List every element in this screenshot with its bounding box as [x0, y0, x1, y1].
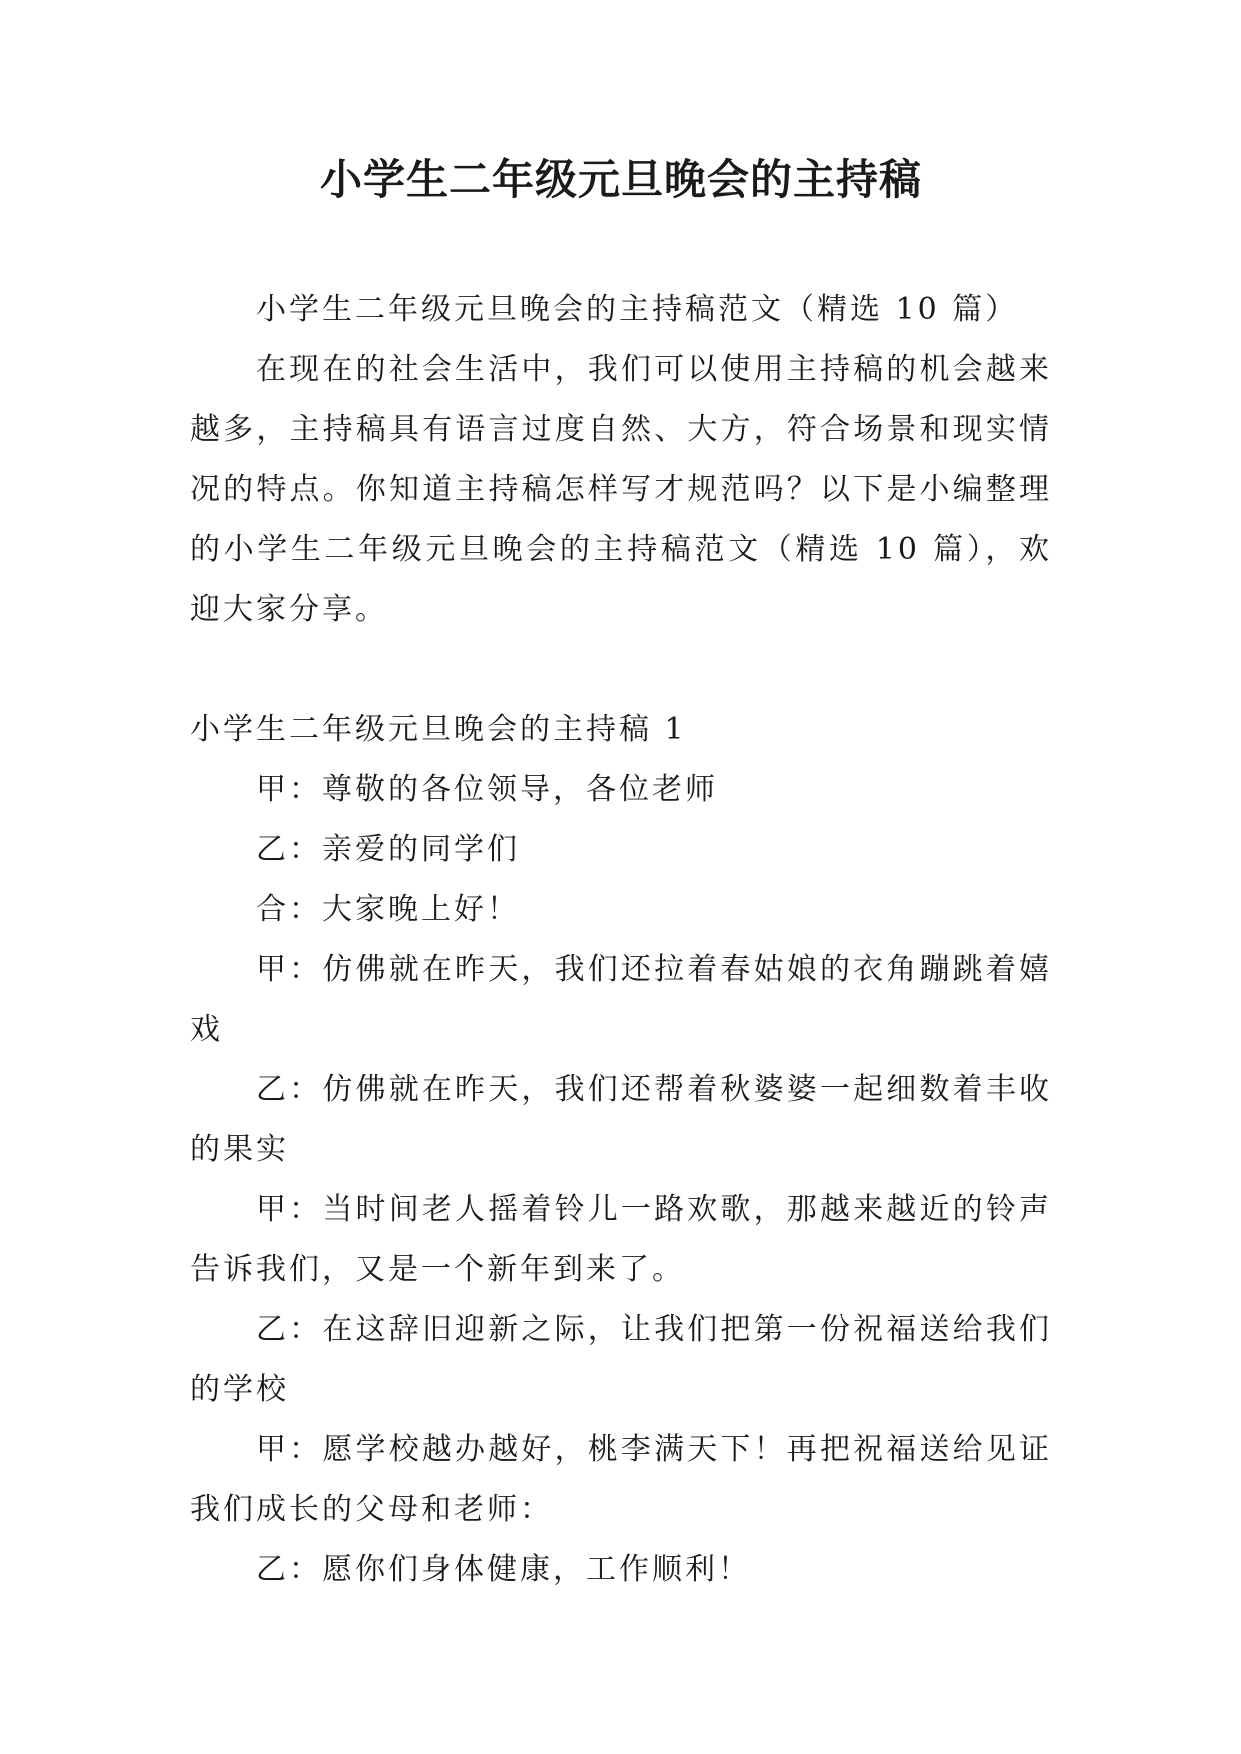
intro-subtitle: 小学生二年级元旦晚会的主持稿范文（精选 10 篇）: [256, 292, 1019, 327]
script-line: 乙：仿佛就在昨天，我们还帮着秋婆婆一起细数着丰收的果实: [190, 1072, 1052, 1167]
script-line: 乙：愿你们身体健康，工作顺利！: [256, 1552, 751, 1587]
intro-paragraph: 在现在的社会生活中，我们可以使用主持稿的机会越来越多，主持稿具有语言过度自然、大方，符合场景和现实情况的特点。你知道主持稿怎样写才规范吗？以下是小编整理的小学生二年级元旦晚会的主持稿范文（精选 10 篇），欢迎大家分享。: [190, 352, 1052, 627]
document-page: [190, 150, 1052, 1600]
script-line: 合：大家晚上好！: [256, 892, 520, 927]
script-line: 甲：愿学校越办越好，桃李满天下！再把祝福送给见证我们成长的父母和老师：: [190, 1432, 1052, 1527]
script-line: 甲：尊敬的各位领导，各位老师: [256, 772, 718, 807]
document-title: 小学生二年级元旦晚会的主持稿: [319, 155, 922, 204]
script-line: 甲：仿佛就在昨天，我们还拉着春姑娘的衣角蹦跳着嬉戏: [190, 952, 1052, 1047]
script-line: 乙：亲爱的同学们: [256, 832, 520, 867]
script-line: 甲：当时间老人摇着铃儿一路欢歌，那越来越近的铃声告诉我们，又是一个新年到来了。: [190, 1192, 1052, 1287]
section-heading: 小学生二年级元旦晚会的主持稿 1: [190, 712, 687, 747]
script-line: 乙：在这辞旧迎新之际，让我们把第一份祝福送给我们的学校: [190, 1312, 1052, 1407]
